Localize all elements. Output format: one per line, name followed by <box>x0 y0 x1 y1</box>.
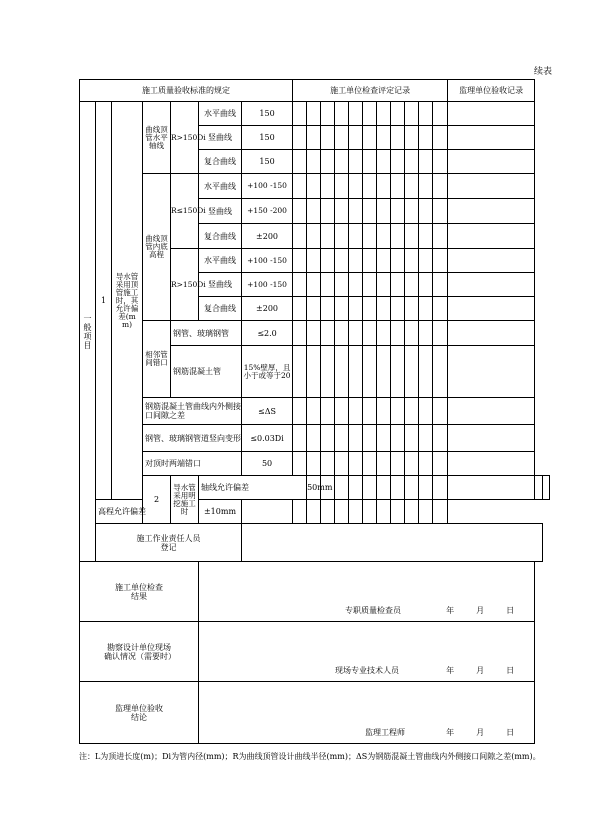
g2-label <box>143 174 171 321</box>
g1-sub: R>150Di <box>171 102 199 174</box>
day-label: 日 <box>506 606 515 615</box>
item1-num: 1 <box>96 102 112 500</box>
row-value: +150 -200 <box>242 199 293 224</box>
year-label: 年 <box>446 606 455 615</box>
row-name: 复合曲线 <box>199 224 242 249</box>
contractor-sign-label: 专职质量检查员 <box>345 606 401 615</box>
row-value: ≤2.0 <box>242 321 293 346</box>
row-value: ±10mm <box>199 500 242 524</box>
item2-num: 2 <box>143 476 171 524</box>
contractor-row <box>80 562 550 622</box>
g1-label-text: 曲线顶管水平轴线 <box>145 124 168 150</box>
supervisor-label-text: 监理单位验收结论 <box>115 703 163 722</box>
row-name: 水平曲线 <box>199 102 242 126</box>
table-row <box>80 452 550 476</box>
contractor-label-text: 施工单位检查结果 <box>115 582 163 601</box>
table-row <box>80 102 550 126</box>
row-value: +100 -150 <box>242 249 293 273</box>
row-name: 水平曲线 <box>199 174 242 199</box>
row-name: 钢管、玻璃钢管道竖向变形 <box>143 425 242 452</box>
g3-label <box>143 321 171 398</box>
g3-label-text: 相邻管间错口 <box>145 350 168 367</box>
table-row <box>80 321 550 346</box>
g2-subB: R>150Di <box>171 249 199 321</box>
row-value: ≤ΔS <box>242 398 293 425</box>
header-row <box>80 80 550 102</box>
item2-label-text: 导水管采用明挖施工时 <box>173 482 196 516</box>
worker-field[interactable] <box>242 524 543 562</box>
table-row <box>80 174 550 199</box>
supervisor-sign-label: 监理工程师 <box>365 728 405 737</box>
row-name: 高程允许偏差 <box>96 500 171 524</box>
table-row <box>80 425 550 452</box>
item1-label <box>112 102 143 500</box>
day-label: 日 <box>506 666 515 675</box>
row-name: 竖曲线 <box>199 126 242 150</box>
row-value: +100 -150 <box>242 273 293 297</box>
continued-label: 续表 <box>533 67 552 77</box>
row-name: 钢筋混凝土管 <box>171 346 242 398</box>
row-name: 复合曲线 <box>199 150 242 174</box>
section-text: 一般项目 <box>83 313 92 350</box>
design-row <box>80 622 550 682</box>
row-value: 50 <box>242 452 293 476</box>
header-supervisor: 监理单位验收记录 <box>448 80 535 102</box>
footnote: 注：L为顶进长度(m)；Di为管内径(mm)；R为曲线顶管设计曲线半径(mm)；ΔS为钢筋混凝土管曲线内外侧接口间隙之差(mm)。 <box>79 752 541 761</box>
g2-label-text: 曲线顶管内底高程 <box>145 234 168 259</box>
table-row <box>80 500 550 524</box>
row-value: 50mm <box>307 476 321 500</box>
worker-row <box>80 524 550 562</box>
table-row <box>80 398 550 425</box>
day-label: 日 <box>506 728 515 737</box>
worker-label-text: 施工作业责任人员登记 <box>136 533 201 552</box>
row-name: 轴线允许偏差 <box>199 476 307 500</box>
section-label <box>80 102 96 562</box>
row-name: 钢管、玻璃钢管 <box>171 321 242 346</box>
month-label: 月 <box>476 666 485 675</box>
row-value: 150 <box>242 150 293 174</box>
month-label: 月 <box>476 606 485 615</box>
design-field[interactable] <box>199 622 535 682</box>
contractor-field[interactable] <box>199 562 535 622</box>
row-value: ≤0.03Di <box>242 425 293 452</box>
header-contractor: 施工单位检查评定记录 <box>293 80 448 102</box>
row-value: 15%壁厚，且小于或等于20 <box>242 346 293 398</box>
contractor-label <box>80 562 199 622</box>
supervisor-label <box>80 682 199 744</box>
row-value: +100 -150 <box>242 174 293 199</box>
row-name: 竖曲线 <box>199 273 242 297</box>
item2-label <box>171 476 199 524</box>
g2-subA: R≤150Di <box>171 174 199 249</box>
worker-label <box>96 524 242 562</box>
row-name: 竖曲线 <box>199 199 242 224</box>
month-label: 月 <box>476 728 485 737</box>
supervisor-field[interactable] <box>199 682 535 744</box>
row-value: 150 <box>242 126 293 150</box>
design-label <box>80 622 199 682</box>
year-label: 年 <box>446 666 455 675</box>
supervisor-row <box>80 682 550 744</box>
row-value: ±200 <box>242 224 293 249</box>
row-value: 150 <box>242 102 293 126</box>
design-sign-label: 现场专业技术人员 <box>335 666 399 675</box>
row-name: 钢筋混凝土管曲线内外侧接口间隙之差 <box>143 398 242 425</box>
row-name: 水平曲线 <box>199 249 242 273</box>
row-name: 复合曲线 <box>199 297 242 321</box>
inspection-table <box>79 79 550 744</box>
design-label-text: 勘察设计单位现场确认情况（需要时） <box>104 642 176 661</box>
g1-label <box>143 102 171 174</box>
table-row <box>80 476 550 500</box>
header-standard: 施工质量验收标准的规定 <box>80 80 293 102</box>
row-name: 对顶时两端错口 <box>143 452 242 476</box>
row-value: ±200 <box>242 297 293 321</box>
item1-label-text: 导水管采用顶管施工时，其允许偏差(mm) <box>115 271 139 329</box>
year-label: 年 <box>446 728 455 737</box>
